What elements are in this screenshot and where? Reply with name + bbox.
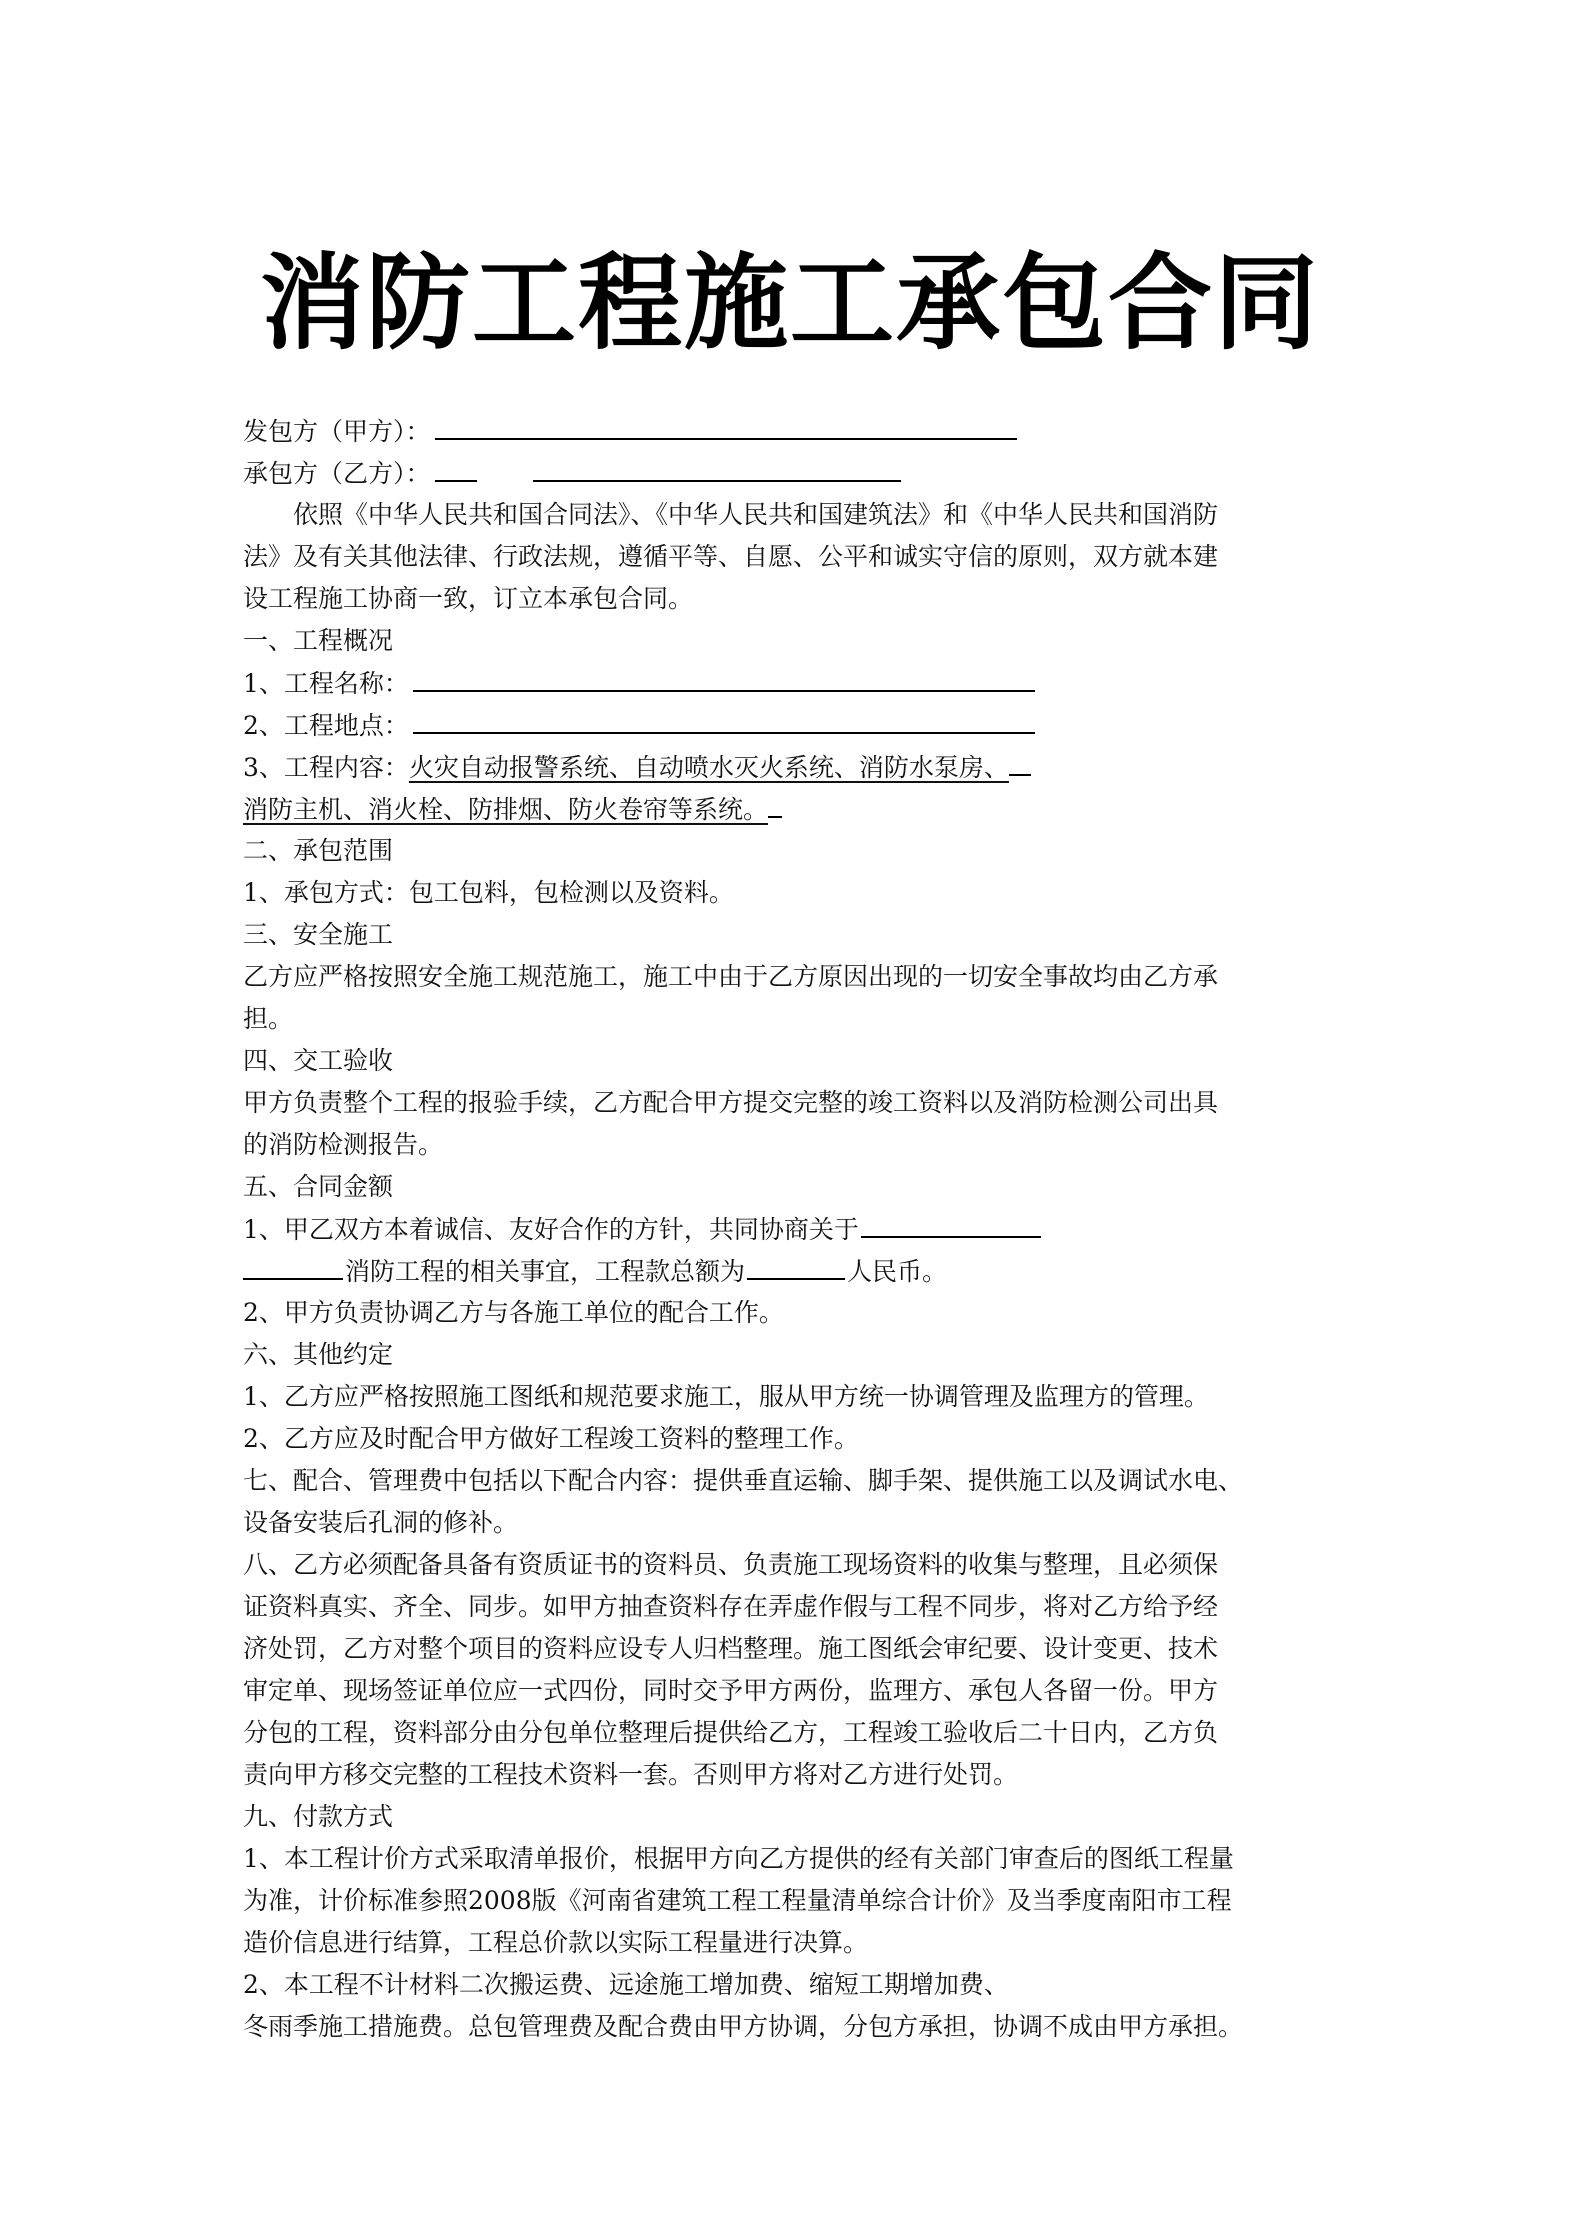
project-name-label: 1、工程名称： xyxy=(243,669,409,698)
section-8-line-1: 八、乙方必须配备具备有资质证书的资料员、负责施工现场资料的收集与整理，且必须保 xyxy=(243,1550,1219,1579)
project-name-blank-2[interactable] xyxy=(243,1250,343,1280)
section-6-line-1: 1、乙方应严格按照施工图纸和规范要求施工，服从甲方统一协调管理及监理方的管理。 xyxy=(243,1382,1209,1411)
contract-body xyxy=(243,410,1353,2048)
party-b-blank[interactable] xyxy=(533,452,901,482)
project-content-label: 3、工程内容： xyxy=(243,753,409,782)
section-8-line-4: 审定单、现场签证单位应一式四份，同时交予甲方两份，监理方、承包人各留一份。甲方 xyxy=(243,1676,1219,1705)
section-6-line-2: 2、乙方应及时配合甲方做好工程竣工资料的整理工作。 xyxy=(243,1424,859,1453)
section-2-line-1: 1、承包方式：包工包料，包检测以及资料。 xyxy=(243,878,734,907)
party-b-blank-short[interactable] xyxy=(435,452,477,482)
section-5-line-1 xyxy=(243,1208,1353,1250)
section-5-line-2-text-a: 消防工程的相关事宜，工程款总额为 xyxy=(345,1257,746,1286)
section-8-line-5: 分包的工程，资料部分由分包单位整理后提供给乙方，工程竣工验收后二十日内，乙方负 xyxy=(243,1718,1219,1747)
section-5-line-2 xyxy=(243,1250,1353,1292)
section-6-heading: 六、其他约定 xyxy=(243,1340,394,1369)
project-content-underline-tail xyxy=(1009,746,1031,776)
party-a-blank[interactable] xyxy=(435,410,1017,440)
section-9-line-5: 冬雨季施工措施费。总包管理费及配合费由甲方协调，分包方承担，协调不成由甲方承担。 xyxy=(243,2012,1244,2041)
intro-line-2: 法》及有关其他法律、行政法规，遵循平等、自愿、公平和诚实守信的原则，双方就本建 xyxy=(243,542,1219,571)
project-scope-blank[interactable] xyxy=(861,1208,1041,1238)
intro-line-3: 设工程施工协商一致，订立本承包合同。 xyxy=(243,584,694,613)
section-3-heading: 三、安全施工 xyxy=(243,920,394,949)
section-5-line-1-text: 1、甲乙双方本着诚信、友好合作的方针，共同协商关于 xyxy=(243,1215,859,1244)
party-a-line xyxy=(243,410,1353,452)
project-content-value-2: 消防主机、消火栓、防排烟、防火卷帘等系统。 xyxy=(243,795,769,824)
section-9-line-3: 造价信息进行结算，工程总价款以实际工程量进行决算。 xyxy=(243,1928,869,1957)
section-9-line-4: 2、本工程不计材料二次搬运费、远途施工增加费、缩短工期增加费、 xyxy=(243,1970,1009,1999)
section-7-line-2: 设备安装后孔洞的修补。 xyxy=(243,1508,519,1537)
section-4-heading: 四、交工验收 xyxy=(243,1046,394,1075)
section-1-heading: 一、工程概况 xyxy=(243,626,394,655)
document-title: 消防工程施工承包合同 xyxy=(259,241,1320,364)
section-4-line-1: 甲方负责整个工程的报验手续，乙方配合甲方提交完整的竣工资料以及消防检测公司出具 xyxy=(243,1088,1219,1117)
section-5-line-3: 2、甲方负责协调乙方与各施工单位的配合工作。 xyxy=(243,1298,784,1327)
project-site-blank[interactable] xyxy=(413,704,1035,734)
project-name-line xyxy=(243,662,1353,704)
section-9-heading: 九、付款方式 xyxy=(243,1802,394,1831)
party-b-line xyxy=(243,452,1353,494)
section-3-line-1: 乙方应严格按照安全施工规范施工，施工中由于乙方原因出现的一切安全事故均由乙方承 xyxy=(243,962,1219,991)
section-8-line-6: 责向甲方移交完整的工程技术资料一套。否则甲方将对乙方进行处罚。 xyxy=(243,1760,1019,1789)
section-4-line-2: 的消防检测报告。 xyxy=(243,1130,444,1159)
project-site-label: 2、工程地点： xyxy=(243,711,409,740)
project-content-line-2 xyxy=(243,788,1353,830)
party-b-label: 承包方（乙方）： xyxy=(243,459,431,488)
party-a-label: 发包方（甲方）： xyxy=(243,417,431,446)
intro-line-1: 依照《中华人民共和国合同法》、《中华人民共和国建筑法》和《中华人民共和国消防 xyxy=(293,500,1219,529)
section-3-line-2: 担。 xyxy=(243,1004,294,1033)
project-name-blank[interactable] xyxy=(413,662,1035,692)
project-site-line xyxy=(243,704,1353,746)
section-9-line-2: 为准，计价标准参照2008版《河南省建筑工程工程量清单综合计价》及当季度南阳市工程 xyxy=(243,1886,1232,1915)
contract-amount-blank[interactable] xyxy=(747,1250,845,1280)
section-5-heading: 五、合同金额 xyxy=(243,1172,394,1201)
section-8-line-3: 济处罚，乙方对整个项目的资料应设专人归档整理。施工图纸会审纪要、设计变更、技术 xyxy=(243,1634,1219,1663)
section-9-line-1: 1、本工程计价方式采取清单报价，根据甲方向乙方提供的经有关部门审查后的图纸工程量 xyxy=(243,1844,1234,1873)
project-content-line xyxy=(243,746,1353,788)
section-7-line-1: 七、配合、管理费中包括以下配合内容：提供垂直运输、脚手架、提供施工以及调试水电、 xyxy=(243,1466,1244,1495)
section-5-line-2-text-b: 人民币。 xyxy=(847,1257,948,1286)
project-content-underline-tail-2 xyxy=(768,788,782,818)
section-8-line-2: 证资料真实、齐全、同步。如甲方抽查资料存在弄虚作假与工程不同步，将对乙方给予经 xyxy=(243,1592,1219,1621)
project-content-value-1: 火灾自动报警系统、自动喷水灭火系统、消防水泵房、 xyxy=(408,753,1009,782)
section-2-heading: 二、承包范围 xyxy=(243,836,394,865)
